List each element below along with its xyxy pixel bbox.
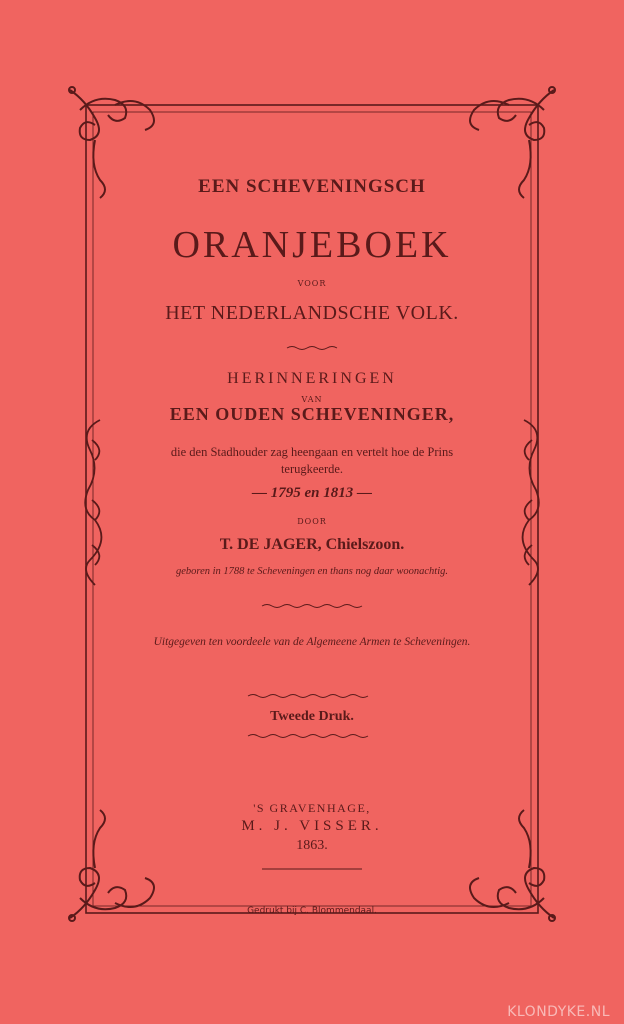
years: — 1795 en 1813 — xyxy=(252,485,372,501)
description: die den Stadhouder zag heengaan en vertelt hoe de Prins terugkeerde. xyxy=(170,445,454,476)
rule-2 xyxy=(262,605,362,608)
publisher: M. J. VISSER. xyxy=(241,818,383,834)
edition: Tweede Druk. xyxy=(270,709,354,724)
voor-label: VOOR xyxy=(297,279,327,288)
herinneringen-label: HERINNERINGEN xyxy=(227,370,397,387)
author-title: EEN OUDEN SCHEVENINGER, xyxy=(169,404,455,424)
rule-4 xyxy=(248,735,368,738)
title-line-3: HET NEDERLANDSCHE VOLK. xyxy=(165,302,459,324)
watermark: KLONDYKE.NL xyxy=(507,1004,610,1020)
place: 'S GRAVENHAGE, xyxy=(253,801,371,815)
rule-1 xyxy=(287,347,337,350)
author-name: T. DE JAGER, Chielszoon. xyxy=(219,536,405,553)
van-label: VAN xyxy=(301,395,323,404)
title-line-1: EEN SCHEVENINGSCH xyxy=(198,176,426,197)
author-born: geboren in 1788 te Scheveningen en thans nog daar woonachtig. xyxy=(176,566,448,577)
published-note: Uitgegeven ten voordeele van de Algemeene Armen te Scheveningen. xyxy=(153,636,471,648)
rule-3 xyxy=(248,695,368,698)
door-label: DOOR xyxy=(297,517,327,526)
publication-year: 1863. xyxy=(296,838,328,853)
printer: Gedrukt bij C. Blommendaal. xyxy=(247,906,377,916)
main-title: ORANJEBOEK xyxy=(172,224,452,266)
